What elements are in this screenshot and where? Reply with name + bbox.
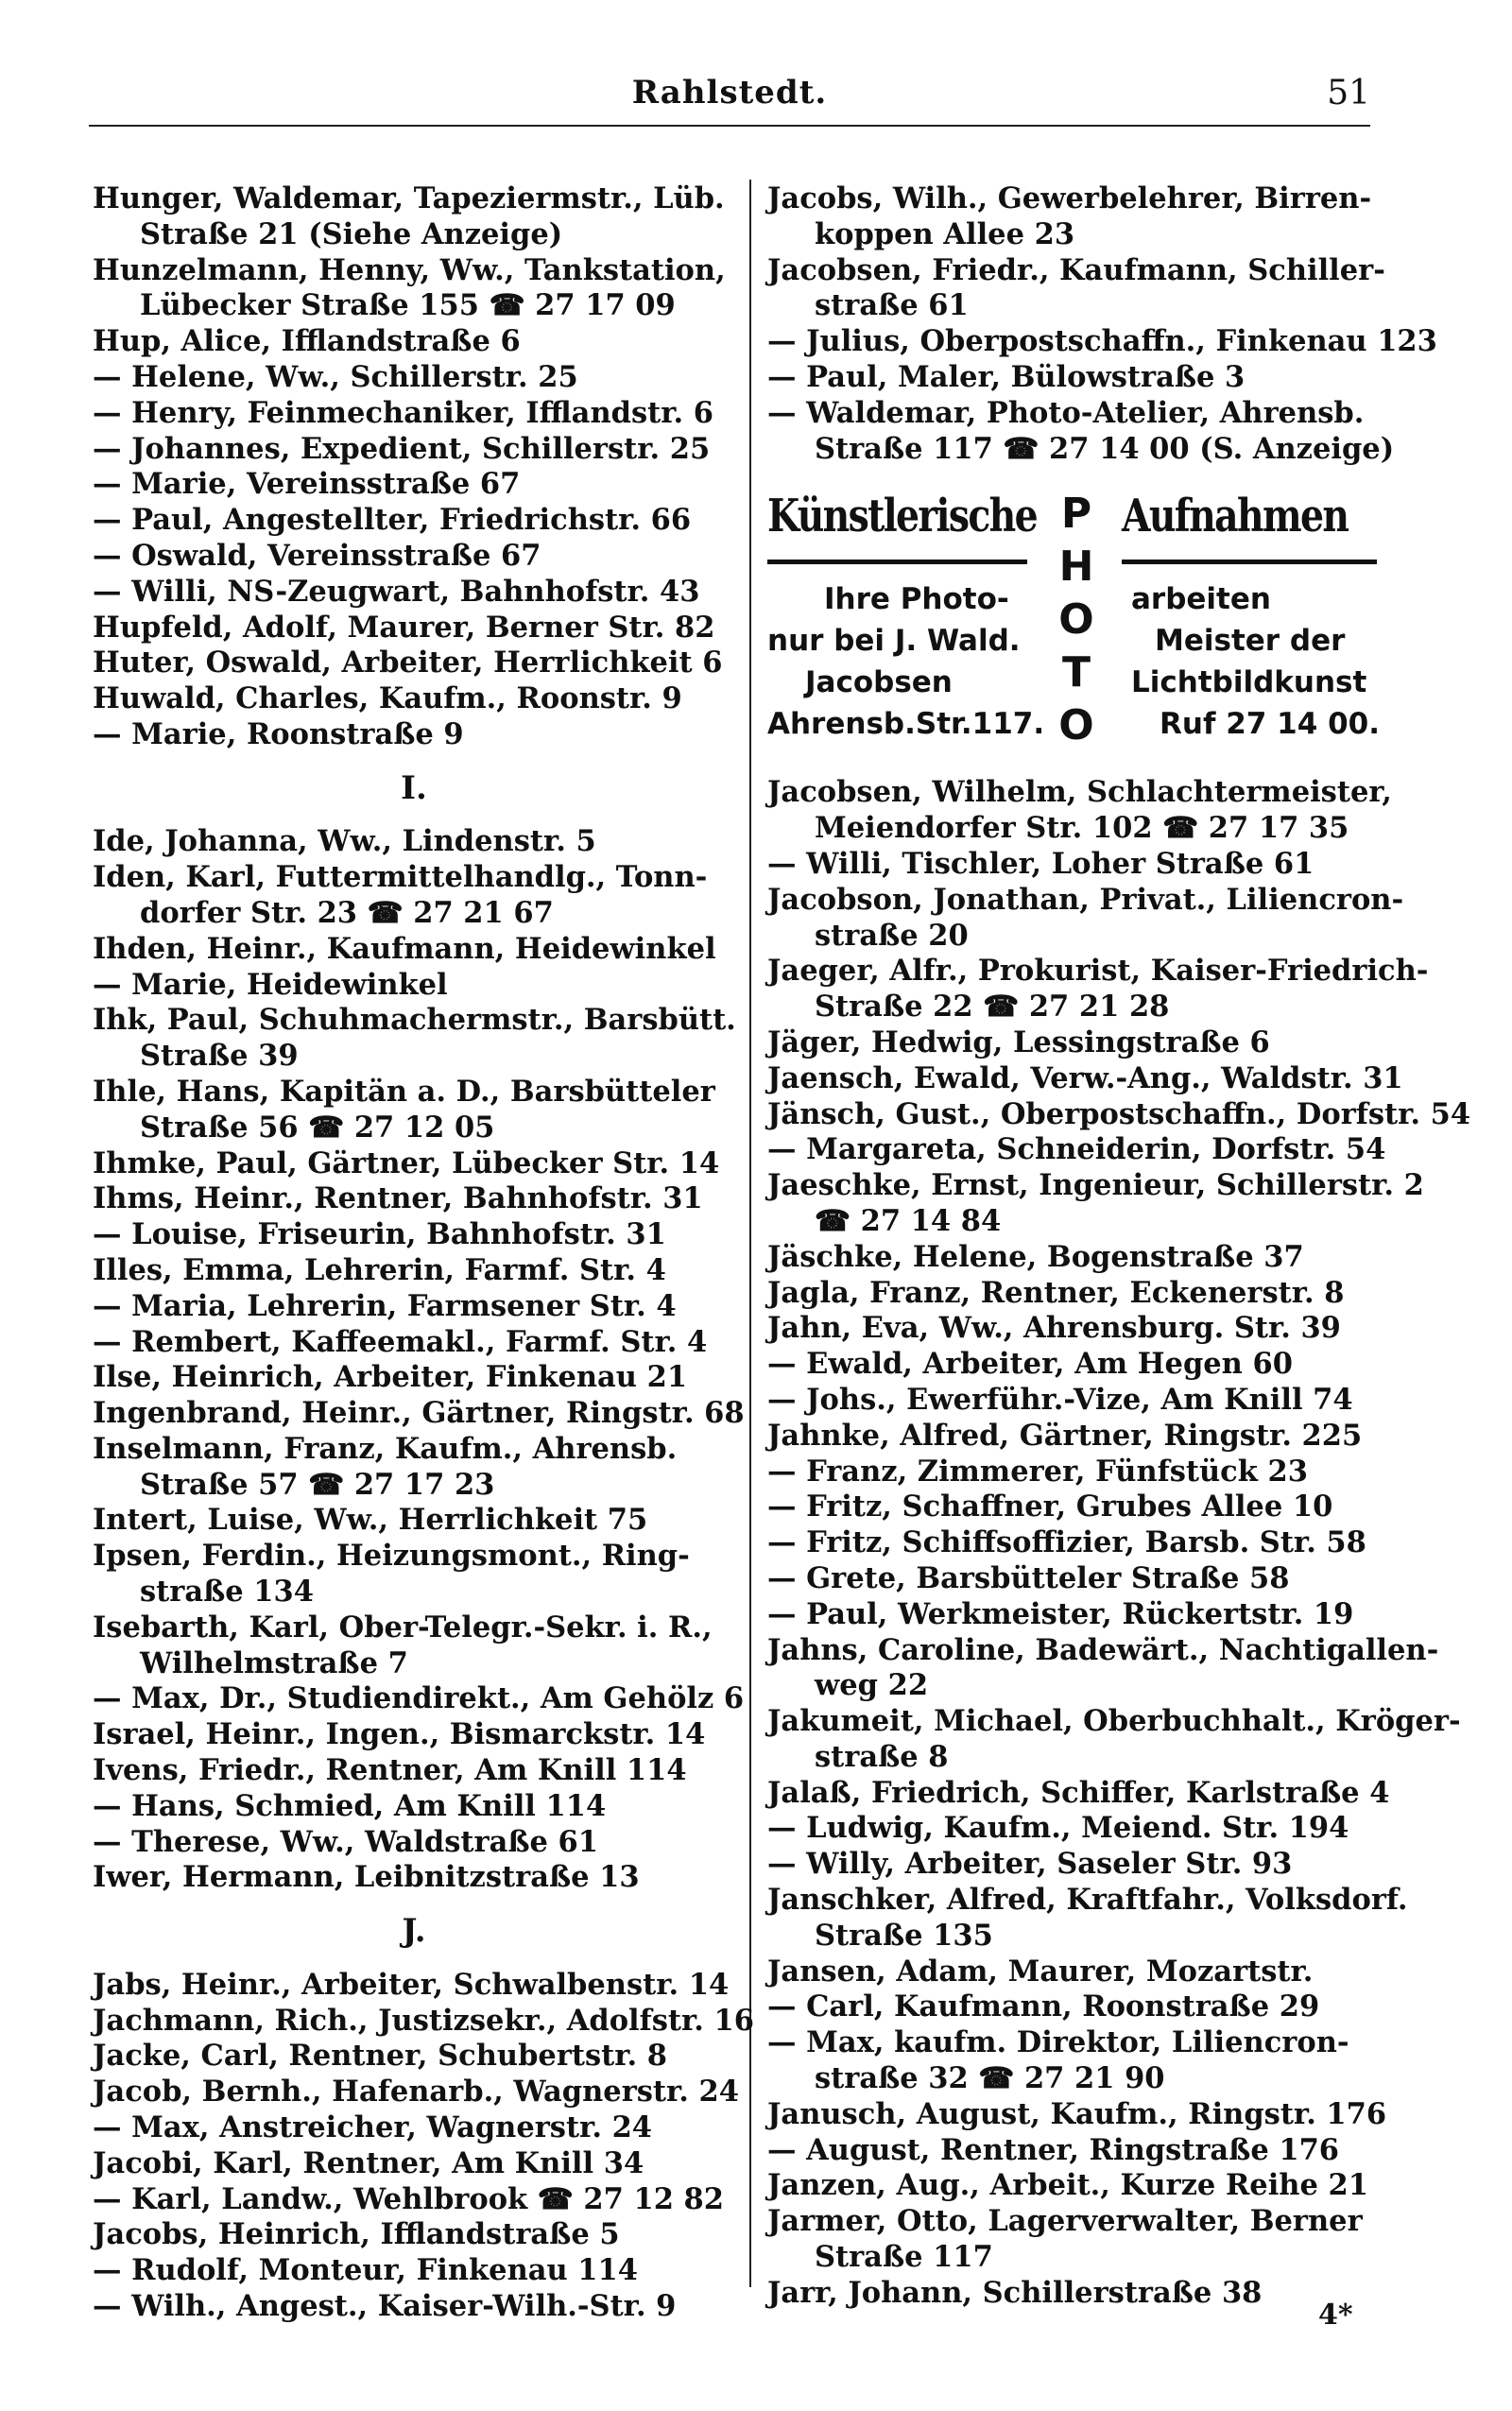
directory-entry-line: Jaeger, Alfr., Prokurist, Kaiser-Friedrich- <box>767 954 1429 989</box>
ad-rule-right <box>1122 560 1377 564</box>
directory-entry-line: Jakumeit, Michael, Oberbuchhalt., Kröger- <box>767 1704 1461 1739</box>
directory-entry-line: straße 134 <box>140 1575 314 1610</box>
ad-left-line: Ihre Photo- <box>824 582 1009 617</box>
left-column <box>93 181 754 2325</box>
directory-entry-line: Ihle, Hans, Kapitän a. D., Barsbütteler <box>93 1074 715 1109</box>
directory-entry-line: Straße 117 <box>815 2240 993 2275</box>
directory-entry-line: Jalaß, Friedrich, Schiffer, Karlstraße 4 <box>767 1775 1390 1810</box>
directory-entry-line: — Marie, Roonstraße 9 <box>93 716 464 751</box>
section-letter-heading: J. <box>402 1912 426 1951</box>
directory-entry-line: Straße 22 ☎ 27 21 28 <box>815 990 1170 1025</box>
ad-left-line: nur bei J. Wald. <box>767 624 1021 659</box>
directory-entry-line: Jarr, Johann, Schillerstraße 38 <box>767 2275 1263 2310</box>
directory-entry-line: Hupfeld, Adolf, Maurer, Berner Str. 82 <box>93 610 715 645</box>
directory-entry-line: — Johs., Ewerführ.-Vize, Am Knill 74 <box>767 1382 1353 1417</box>
directory-entry-line: — Johannes, Expedient, Schillerstr. 25 <box>93 431 711 466</box>
directory-entry-line: Iwer, Hermann, Leibnitzstraße 13 <box>93 1860 640 1895</box>
directory-entry-line: Ide, Johanna, Ww., Lindenstr. 5 <box>93 824 596 859</box>
directory-entry-line: — August, Rentner, Ringstraße 176 <box>767 2132 1340 2167</box>
directory-entry-line: Jabs, Heinr., Arbeiter, Schwalbenstr. 14 <box>93 1967 730 2002</box>
directory-entry-line: — Willi, Tischler, Loher Straße 61 <box>767 846 1314 881</box>
directory-entry-line: — Fritz, Schiffsoffizier, Barsb. Str. 58 <box>767 1525 1366 1560</box>
directory-entry-line: — Max, Anstreicher, Wagnerstr. 24 <box>93 2110 653 2145</box>
directory-entry-line: koppen Allee 23 <box>815 216 1075 251</box>
directory-entry-line: — Grete, Barsbütteler Straße 58 <box>767 1560 1290 1595</box>
directory-entry-line: — Max, Dr., Studiendirekt., Am Gehölz 6 <box>93 1681 745 1716</box>
directory-entry-line: Ihmke, Paul, Gärtner, Lübecker Str. 14 <box>93 1145 720 1180</box>
directory-entry-line: Jäschke, Helene, Bogenstraße 37 <box>767 1239 1304 1274</box>
directory-entry-line: Ihms, Heinr., Rentner, Bahnhofstr. 31 <box>93 1181 703 1216</box>
ad-right-line: arbeiten <box>1131 582 1271 617</box>
directory-entry-line: Intert, Luise, Ww., Herrlichkeit 75 <box>93 1503 648 1538</box>
directory-entry-line: — Wilh., Angest., Kaiser-Wilh.-Str. 9 <box>93 2289 677 2324</box>
directory-entry-line: — Marie, Heidewinkel <box>93 967 448 1002</box>
directory-entry-line: Jacobson, Jonathan, Privat., Liliencron- <box>767 882 1404 917</box>
directory-entry-line: Straße 39 <box>140 1039 299 1074</box>
directory-entry-line: — Rudolf, Monteur, Finkenau 114 <box>93 2253 638 2288</box>
directory-entry-line: — Willi, NS-Zeugwart, Bahnhofstr. 43 <box>93 574 700 609</box>
directory-entry-line: Meiendorfer Str. 102 ☎ 27 17 35 <box>815 811 1349 846</box>
directory-entry-line: — Maria, Lehrerin, Farmsener Str. 4 <box>93 1288 677 1323</box>
directory-entry-line: straße 61 <box>815 288 969 323</box>
directory-entry-line: — Paul, Maler, Bülowstraße 3 <box>767 359 1246 394</box>
directory-entry-line: Hunger, Waldemar, Tapeziermstr., Lüb. <box>93 181 725 215</box>
directory-entry-line: — Oswald, Vereinsstraße 67 <box>93 538 541 573</box>
directory-entry-line: — Marie, Vereinsstraße 67 <box>93 467 521 502</box>
directory-entry-line: Jansen, Adam, Maurer, Mozartstr. <box>767 1954 1314 1989</box>
directory-entry-line: — Ewald, Arbeiter, Am Hegen 60 <box>767 1347 1293 1382</box>
directory-entry-line: Jacke, Carl, Rentner, Schubertstr. 8 <box>93 2039 667 2074</box>
directory-entry-line: Jacobs, Heinrich, Ifflandstraße 5 <box>93 2217 620 2252</box>
ad-title-left: Künstlerische <box>767 490 1038 543</box>
ad-left-line: Ahrensb.Str.117. <box>767 707 1045 742</box>
directory-entry-line: Iden, Karl, Futtermittelhandlg., Tonn- <box>93 860 708 895</box>
ad-photo-letter: P <box>1060 490 1092 539</box>
directory-entry-line: — Hans, Schmied, Am Knill 114 <box>93 1788 607 1823</box>
directory-entry-line: straße 8 <box>815 1739 949 1774</box>
directory-entry-line: — Henry, Feinmechaniker, Ifflandstr. 6 <box>93 395 713 430</box>
directory-entry-line: dorfer Str. 23 ☎ 27 21 67 <box>140 895 554 930</box>
directory-entry-line: — Paul, Angestellter, Friedrichstr. 66 <box>93 503 692 538</box>
directory-entry-line: Jäger, Hedwig, Lessingstraße 6 <box>767 1025 1270 1059</box>
right-column-top-entries <box>767 181 1437 467</box>
directory-entry-line: — Max, kaufm. Direktor, Liliencron- <box>767 2025 1349 2060</box>
ad-right-line: Ruf 27 14 00. <box>1160 707 1380 742</box>
directory-entry-line: — Willy, Arbeiter, Saseler Str. 93 <box>767 1847 1293 1882</box>
directory-entry-line: Ihk, Paul, Schuhmachermstr., Barsbütt. <box>93 1003 736 1038</box>
directory-entry-line: Straße 56 ☎ 27 12 05 <box>140 1110 495 1145</box>
directory-entry-line: Jacobs, Wilh., Gewerbelehrer, Birren- <box>767 181 1372 215</box>
directory-entry-line: — Fritz, Schaffner, Grubes Allee 10 <box>767 1490 1333 1524</box>
ad-right-line: Meister der <box>1155 624 1346 659</box>
directory-entry-line: Jahns, Caroline, Badewärt., Nachtigallen- <box>767 1632 1439 1667</box>
directory-entry-line: Huter, Oswald, Arbeiter, Herrlichkeit 6 <box>93 646 723 680</box>
ad-photo-vertical-word <box>1056 488 1097 752</box>
directory-entry-line: Straße 57 ☎ 27 17 23 <box>140 1467 495 1502</box>
directory-entry-line: — Julius, Oberpostschaffn., Finkenau 123 <box>767 324 1437 359</box>
ad-rule-left <box>767 560 1027 564</box>
directory-entry-line: ☎ 27 14 84 <box>815 1203 1002 1238</box>
directory-entry-line: Jacobi, Karl, Rentner, Am Knill 34 <box>93 2145 644 2180</box>
directory-entry-line: Janschker, Alfred, Kraftfahr., Volksdorf. <box>767 1883 1408 1918</box>
right-column <box>767 181 1471 2312</box>
directory-entry-line: Huwald, Charles, Kaufm., Roonstr. 9 <box>93 681 682 716</box>
directory-entry-line: — Helene, Ww., Schillerstr. 25 <box>93 359 578 394</box>
directory-entry-line: — Ludwig, Kaufm., Meiend. Str. 194 <box>767 1811 1349 1846</box>
directory-entry-line: Jacobsen, Wilhelm, Schlachtermeister, <box>767 775 1392 810</box>
directory-entry-line: — Paul, Werkmeister, Rückertstr. 19 <box>767 1596 1354 1631</box>
directory-entry-line: straße 20 <box>815 918 969 953</box>
directory-entry-line: weg 22 <box>815 1668 929 1703</box>
directory-entry-line: Jagla, Franz, Rentner, Eckenerstr. 8 <box>767 1275 1345 1310</box>
signature-mark: 4* <box>1318 2299 1353 2332</box>
right-column-bottom-entries <box>767 775 1471 2311</box>
directory-entry-line: Ingenbrand, Heinr., Gärtner, Ringstr. 68 <box>93 1396 745 1431</box>
directory-entry-line: Ihden, Heinr., Kaufmann, Heidewinkel <box>93 931 716 966</box>
directory-entry-line: Janzen, Aug., Arbeit., Kurze Reihe 21 <box>767 2168 1368 2203</box>
directory-entry-line: Hunzelmann, Henny, Ww., Tankstation, <box>93 252 726 287</box>
directory-entry-line: Jahnke, Alfred, Gärtner, Ringstr. 225 <box>767 1418 1363 1453</box>
directory-entry-line: Hup, Alice, Ifflandstraße 6 <box>93 324 521 359</box>
column-divider <box>749 180 751 2287</box>
ad-photo-letter: T <box>1061 648 1091 697</box>
directory-entry-line: — Franz, Zimmerer, Fünfstück 23 <box>767 1454 1308 1489</box>
directory-entry-line: Jarmer, Otto, Lagerverwalter, Berner <box>767 2204 1363 2239</box>
directory-entry-line: Isebarth, Karl, Ober-Telegr.-Sekr. i. R., <box>93 1610 713 1645</box>
directory-entry-line: Jachmann, Rich., Justizsekr., Adolfstr. 16 <box>93 2003 754 2038</box>
directory-entry-line: — Waldemar, Photo-Atelier, Ahrensb. <box>767 395 1365 430</box>
directory-entry-line: Inselmann, Franz, Kaufm., Ahrensb. <box>93 1431 678 1466</box>
ad-left-line: Jacobsen <box>805 665 953 700</box>
directory-entry-line: Ipsen, Ferdin., Heizungsmont., Ring- <box>93 1539 690 1574</box>
directory-entry-line: Israel, Heinr., Ingen., Bismarckstr. 14 <box>93 1717 706 1752</box>
directory-entry-line: straße 32 ☎ 27 21 90 <box>815 2061 1165 2096</box>
page-header <box>89 74 1370 123</box>
directory-entry-line: Jacobsen, Friedr., Kaufmann, Schiller- <box>767 252 1385 287</box>
ad-right-line: Lichtbildkunst <box>1131 665 1367 700</box>
directory-entry-line: Straße 21 (Siehe Anzeige) <box>140 216 563 251</box>
page-number: 51 <box>1327 74 1370 112</box>
directory-entry-line: Straße 135 <box>815 1918 993 1953</box>
directory-entry-line: Jaensch, Ewald, Verw.-Ang., Waldstr. 31 <box>767 1060 1403 1095</box>
directory-entry-line: — Margareta, Schneiderin, Dorfstr. 54 <box>767 1132 1386 1167</box>
ad-photo-letter: O <box>1058 595 1094 645</box>
directory-entry-line: — Rembert, Kaffeemakl., Farmf. Str. 4 <box>93 1324 708 1359</box>
ad-title-right: Aufnahmen <box>1122 490 1349 543</box>
header-rule <box>89 125 1370 127</box>
directory-entry-line: — Karl, Landw., Wehlbrook ☎ 27 12 82 <box>93 2181 724 2216</box>
directory-entry-line: Ivens, Friedr., Rentner, Am Knill 114 <box>93 1753 687 1788</box>
directory-entry-line: Janusch, August, Kaufm., Ringstr. 176 <box>767 2096 1387 2131</box>
directory-entry-line: — Therese, Ww., Waldstraße 61 <box>93 1824 598 1859</box>
directory-entry-line: Ilse, Heinrich, Arbeiter, Finkenau 21 <box>93 1360 688 1395</box>
directory-entry-line: Wilhelmstraße 7 <box>140 1645 408 1680</box>
directory-entry-line: Jacob, Bernh., Hafenarb., Wagnerstr. 24 <box>93 2075 739 2110</box>
directory-entry-line: Jänsch, Gust., Oberpostschaffn., Dorfstr. 54 <box>767 1096 1471 1131</box>
directory-entry-line: Lübecker Straße 155 ☎ 27 17 09 <box>140 288 676 323</box>
ad-photo-letter: H <box>1058 542 1094 592</box>
directory-entry-line: Jahn, Eva, Ww., Ahrensburg. Str. 39 <box>767 1311 1341 1346</box>
running-head: Rahlstedt. <box>631 74 828 112</box>
directory-entry-line: Jaeschke, Ernst, Ingenieur, Schillerstr. 2 <box>767 1168 1424 1203</box>
section-letter-heading: I. <box>401 768 427 807</box>
directory-entry-line: Straße 117 ☎ 27 14 00 (S. Anzeige) <box>815 431 1395 466</box>
photo-advertisement <box>767 482 1386 767</box>
ad-photo-letter: O <box>1058 701 1094 750</box>
directory-entry-line: — Carl, Kaufmann, Roonstraße 29 <box>767 1989 1320 2024</box>
directory-entry-line: — Louise, Friseurin, Bahnhofstr. 31 <box>93 1217 666 1252</box>
directory-entry-line: Illes, Emma, Lehrerin, Farmf. Str. 4 <box>93 1252 666 1287</box>
